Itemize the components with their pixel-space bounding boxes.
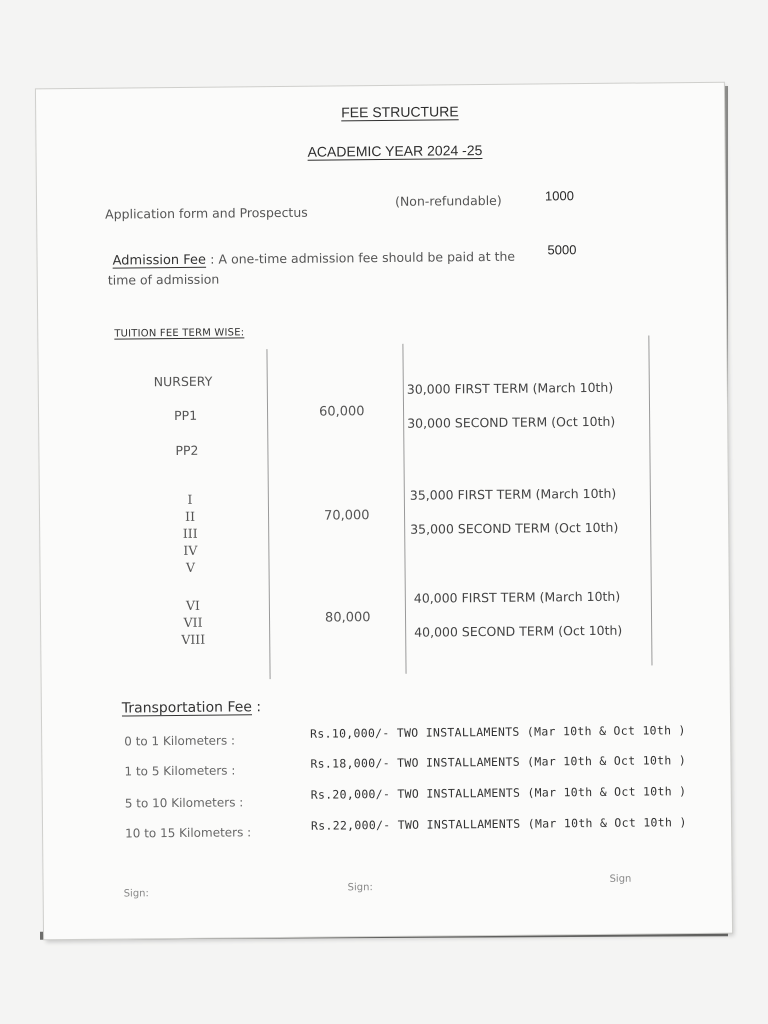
transport-colon: : <box>256 699 262 716</box>
admission-line <box>113 249 516 269</box>
application-label: Application form and Prospectus <box>105 204 308 222</box>
transport-heading <box>122 699 261 716</box>
class-vi: VI <box>185 597 200 613</box>
admission-amount: 5000 <box>547 242 577 258</box>
class-ii: II <box>185 508 196 524</box>
admission-text-line1: A one-time admission fee should be paid at the <box>218 248 516 267</box>
term-3-second: 40,000 SECOND TERM (Oct 10th) <box>414 622 623 640</box>
term-1-second: 30,000 SECOND TERM (Oct 10th) <box>407 413 616 431</box>
class-vii: VII <box>183 614 203 630</box>
signature-left: Sign: <box>123 888 149 900</box>
document-title: FEE STRUCTURE <box>341 103 459 121</box>
transport-distance-4: 10 to 15 Kilometers : <box>125 825 252 841</box>
table-divider-3 <box>648 335 652 665</box>
class-pp2: PP2 <box>175 442 199 458</box>
document-page <box>36 83 732 940</box>
class-iv: IV <box>183 542 198 558</box>
class-iii: III <box>182 525 198 541</box>
transport-fee-4: Rs.22,000/- TWO INSTALLAMENTS (Mar 10th & Oct 10th ) <box>310 815 687 833</box>
class-nursery: NURSERY <box>153 373 213 390</box>
tuition-heading: TUITION FEE TERM WISE: <box>114 327 245 340</box>
table-divider-1 <box>266 349 270 679</box>
term-3-first: 40,000 FIRST TERM (March 10th) <box>413 588 621 606</box>
transport-fee-1: Rs.10,000/- TWO INSTALLAMENTS (Mar 10th & Oct 10th ) <box>310 723 686 741</box>
application-amount: 1000 <box>544 188 574 204</box>
class-viii: VIII <box>181 631 206 647</box>
signature-right: Sign <box>609 873 632 885</box>
class-v: V <box>185 559 196 575</box>
transport-distance-1: 0 to 1 Kilometers : <box>124 733 236 749</box>
transport-distance-2: 1 to 5 Kilometers : <box>124 763 236 779</box>
transport-distance-3: 5 to 10 Kilometers : <box>124 795 244 811</box>
admission-colon: : <box>210 251 215 267</box>
academic-year: ACADEMIC YEAR 2024 -25 <box>307 142 483 160</box>
group-total-3: 80,000 <box>324 610 371 626</box>
group-total-1: 60,000 <box>318 404 365 420</box>
transport-title: Transportation Fee <box>121 699 253 717</box>
class-i: I <box>187 491 193 507</box>
application-note: (Non-refundable) <box>394 192 502 209</box>
term-1-first: 30,000 FIRST TERM (March 10th) <box>406 379 614 397</box>
term-2-second: 35,000 SECOND TERM (Oct 10th) <box>410 519 619 537</box>
term-2-first: 35,000 FIRST TERM (March 10th) <box>409 485 617 503</box>
group-total-2: 70,000 <box>323 508 370 524</box>
transport-fee-2: Rs.18,000/- TWO INSTALLAMENTS (Mar 10th & Oct 10th ) <box>310 753 687 771</box>
class-pp1: PP1 <box>174 407 198 424</box>
transport-fee-3: Rs.20,000/- TWO INSTALLAMENTS (Mar 10th & Oct 10th ) <box>310 784 687 802</box>
admission-label: Admission Fee <box>112 252 207 269</box>
admission-text-line2: time of admission <box>107 271 220 288</box>
signature-center: Sign: <box>347 882 373 894</box>
